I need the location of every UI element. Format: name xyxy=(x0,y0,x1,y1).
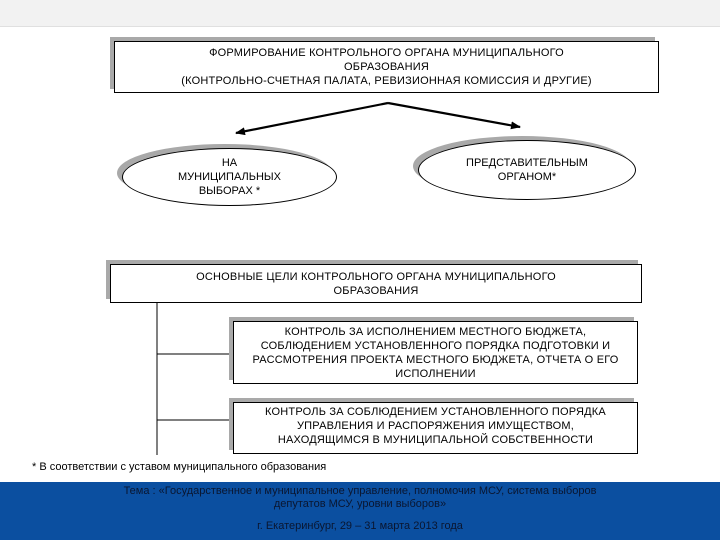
formation-title-box: ФОРМИРОВАНИЕ КОНТРОЛЬНОГО ОРГАНА МУНИЦИПАЛЬНОГО ОБРАЗОВАНИЯ (КОНТРОЛЬНО-СЧЕТНАЯ ПАЛАТА, РЕВИЗИОННАЯ КОМИССИЯ И ДРУГИЕ) xyxy=(114,41,659,93)
footnote: * В соответствии с уставом муниципального образования xyxy=(32,461,327,473)
elections-ellipse: НА МУНИЦИПАЛЬНЫХ ВЫБОРАХ * xyxy=(122,148,337,206)
footer-topic: Тема : «Государственное и муниципальное управление, полномочия МСУ, система выборов депутатов МСУ, уровни выборов» xyxy=(123,485,597,510)
goal-budget-control-box: КОНТРОЛЬ ЗА ИСПОЛНЕНИЕМ МЕСТНОГО БЮДЖЕТА, СОБЛЮДЕНИЕМ УСТАНОВЛЕННОГО ПОРЯДКА ПОДГОТОВКИ И РАССМОТРЕНИЯ ПРОЕКТА МЕСТНОГО БЮДЖЕТА, ОТЧЕТА О ЕГО ИСПОЛНЕНИИ xyxy=(233,321,638,384)
goal-property-control-box: КОНТРОЛЬ ЗА СОБЛЮДЕНИЕМ УСТАНОВЛЕННОГО ПОРЯДКА УПРАВЛЕНИЯ И РАСПОРЯЖЕНИЯ ИМУЩЕСТВОМ, НАХОДЯЩИМСЯ В МУНИЦИПАЛЬНОЙ СОБСТВЕННОСТИ xyxy=(233,402,638,454)
arrow-to-left-ellipse xyxy=(236,103,388,133)
representative-body-ellipse: ПРЕДСТАВИТЕЛЬНЫМ ОРГАНОМ* xyxy=(418,140,636,200)
footer-banner xyxy=(0,482,720,540)
goals-title-box: ОСНОВНЫЕ ЦЕЛИ КОНТРОЛЬНОГО ОРГАНА МУНИЦИПАЛЬНОГО ОБРАЗОВАНИЯ xyxy=(110,264,642,303)
arrow-to-right-ellipse xyxy=(388,103,520,127)
footer-event: г. Екатеринбург, 29 – 31 марта 2013 года xyxy=(257,520,463,532)
header-strip xyxy=(0,0,720,27)
